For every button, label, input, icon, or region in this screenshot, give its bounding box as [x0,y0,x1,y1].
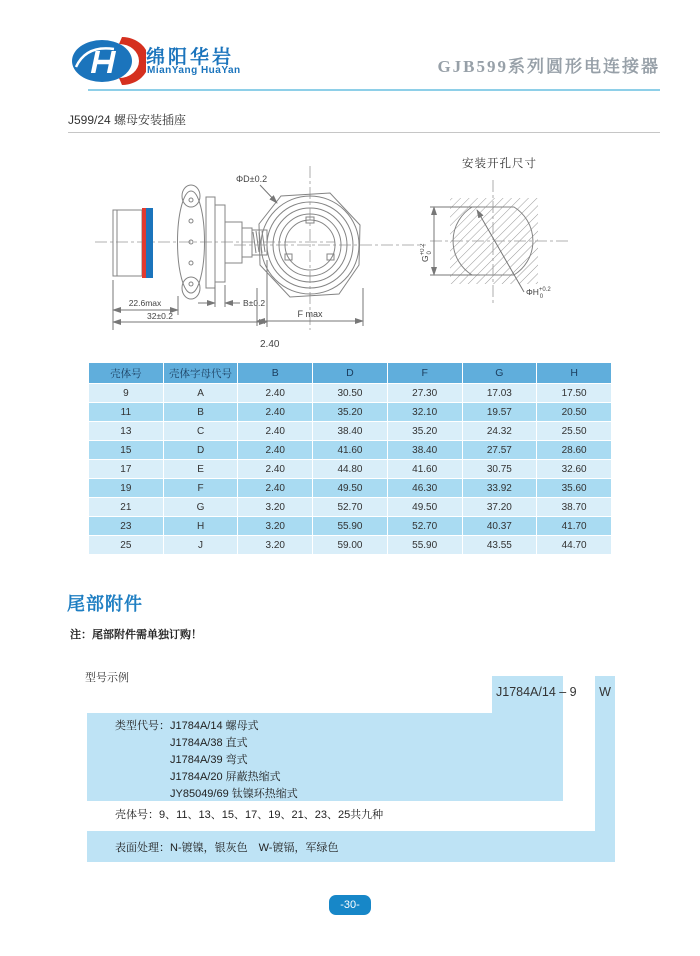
table-cell: 21 [89,498,163,516]
table-cell: 38.40 [313,422,387,440]
table-cell: 3.20 [238,517,312,535]
spec-table-body [89,384,611,554]
type-item: J1784A/20 屏蔽热缩式 [170,771,281,783]
table-cell: 19.57 [463,403,537,421]
page-number-badge: -30- [329,895,371,915]
model-example-label: 型号示例 [85,672,129,684]
table-cell: 52.70 [313,498,387,516]
section-title: J599/24 螺母安装插座 [68,113,187,127]
column-header: 壳体号 [89,363,163,383]
brand-logo-icon [70,36,146,86]
table-cell: 49.50 [388,498,462,516]
dim-label: $\Phi H^{+0.2}$ 0 [526,287,551,300]
table-cell: 33.92 [463,479,537,497]
dim-label: F max [297,309,323,319]
hole-view-drawing [420,162,665,332]
table-cell: 2.40 [238,479,312,497]
table-cell: 59.00 [313,536,387,554]
table-cell: 41.60 [313,441,387,459]
table-cell: 30.75 [463,460,537,478]
table-cell: 2.40 [238,403,312,421]
table-cell: 2.40 [238,460,312,478]
table-row [89,536,611,554]
brand-name-en: MianYang HuaYan [147,65,241,76]
section-divider [68,132,660,133]
table-cell: 32.60 [537,460,611,478]
table-cell: 55.90 [313,517,387,535]
table-cell: G [164,498,238,516]
table-cell: 41.60 [388,460,462,478]
table-cell: 52.70 [388,517,462,535]
table-cell: 44.80 [313,460,387,478]
table-cell: 19 [89,479,163,497]
dim-label: 22.6max [128,298,162,308]
table-cell: 9 [89,384,163,402]
table-cell: 27.57 [463,441,537,459]
table-cell: 2.40 [238,422,312,440]
drawing-caption: 2.40 [260,339,280,350]
table-cell: 20.50 [537,403,611,421]
table-cell: 43.55 [463,536,537,554]
tail-note: 注：尾部附件需单独订购！ [70,629,202,641]
column-header: 壳体字母代号 [164,363,238,383]
spec-table [88,362,612,555]
table-cell: 27.30 [388,384,462,402]
table-cell: 3.20 [238,536,312,554]
table-cell: 55.90 [388,536,462,554]
table-cell: C [164,422,238,440]
table-cell: 17.50 [537,384,611,402]
finish-line: 表面处理：N-镀镍，银灰色 W-镀镉，军绿色 [115,842,339,854]
type-code-row [115,718,298,803]
hole-view-title: 安装开孔尺寸 [462,158,537,170]
table-cell: 38.70 [537,498,611,516]
table-cell: 17 [89,460,163,478]
table-row [89,403,611,421]
spec-table-header-row [89,363,611,383]
model-diagram [87,676,615,863]
type-items [170,718,298,803]
table-row [89,517,611,535]
table-cell: 32.10 [388,403,462,421]
column-header: D [313,363,387,383]
header-divider [88,89,660,91]
table-cell: 35.60 [537,479,611,497]
column-header: B [238,363,312,383]
brand-name-cn: 绵阳华岩 [146,47,235,68]
table-cell: 49.50 [313,479,387,497]
table-row [89,384,611,402]
model-example-code: J1784A/14 – 9 [496,685,577,699]
blue-band [146,208,153,278]
table-cell: 35.20 [313,403,387,421]
table-cell: 41.70 [537,517,611,535]
table-cell: 13 [89,422,163,440]
table-cell: 30.50 [313,384,387,402]
table-cell: 2.40 [238,384,312,402]
red-band [142,208,146,278]
table-cell: 35.20 [388,422,462,440]
table-cell: 40.37 [463,517,537,535]
table-cell: 25.50 [537,422,611,440]
table-cell: 37.20 [463,498,537,516]
table-cell: 15 [89,441,163,459]
table-cell: J [164,536,238,554]
table-cell: 24.32 [463,422,537,440]
column-header: H [537,363,611,383]
table-cell: 3.20 [238,498,312,516]
table-cell: 44.70 [537,536,611,554]
model-finish-code: W [599,685,611,699]
front-view-drawing [230,162,430,352]
doc-title: GJB599系列圆形电连接器 [437,57,660,76]
table-row [89,498,611,516]
dim-label: ΦD±0.2 [236,174,268,184]
table-cell: 25 [89,536,163,554]
table-cell: B [164,403,238,421]
table-cell: F [164,479,238,497]
table-cell: D [164,441,238,459]
table-cell: 38.40 [388,441,462,459]
type-item: JY85049/69 钛镍环热缩式 [170,788,298,800]
column-header: G [463,363,537,383]
table-row [89,422,611,440]
type-label: 类型代号： [115,720,170,732]
table-cell: 46.30 [388,479,462,497]
dim-label: 32±0.2 [147,311,173,321]
table-cell: 23 [89,517,163,535]
table-cell: H [164,517,238,535]
dim-label: $G^{+0.2}0$ [420,243,433,262]
table-row [89,479,611,497]
table-cell: 28.60 [537,441,611,459]
shell-line: 壳体号：9、11、13、15、17、19、21、23、25共九种 [115,809,384,821]
type-item: J1784A/14 螺母式 [170,720,259,732]
tail-section-title: 尾部附件 [67,594,143,614]
column-header: F [388,363,462,383]
table-cell: A [164,384,238,402]
table-cell: 11 [89,403,163,421]
table-row [89,460,611,478]
dim-label: B±0.2 [243,298,266,308]
table-cell: E [164,460,238,478]
type-item: J1784A/38 直式 [170,737,248,749]
table-cell: 17.03 [463,384,537,402]
table-cell: 2.40 [238,441,312,459]
table-row [89,441,611,459]
type-item: J1784A/39 弯式 [170,754,248,766]
